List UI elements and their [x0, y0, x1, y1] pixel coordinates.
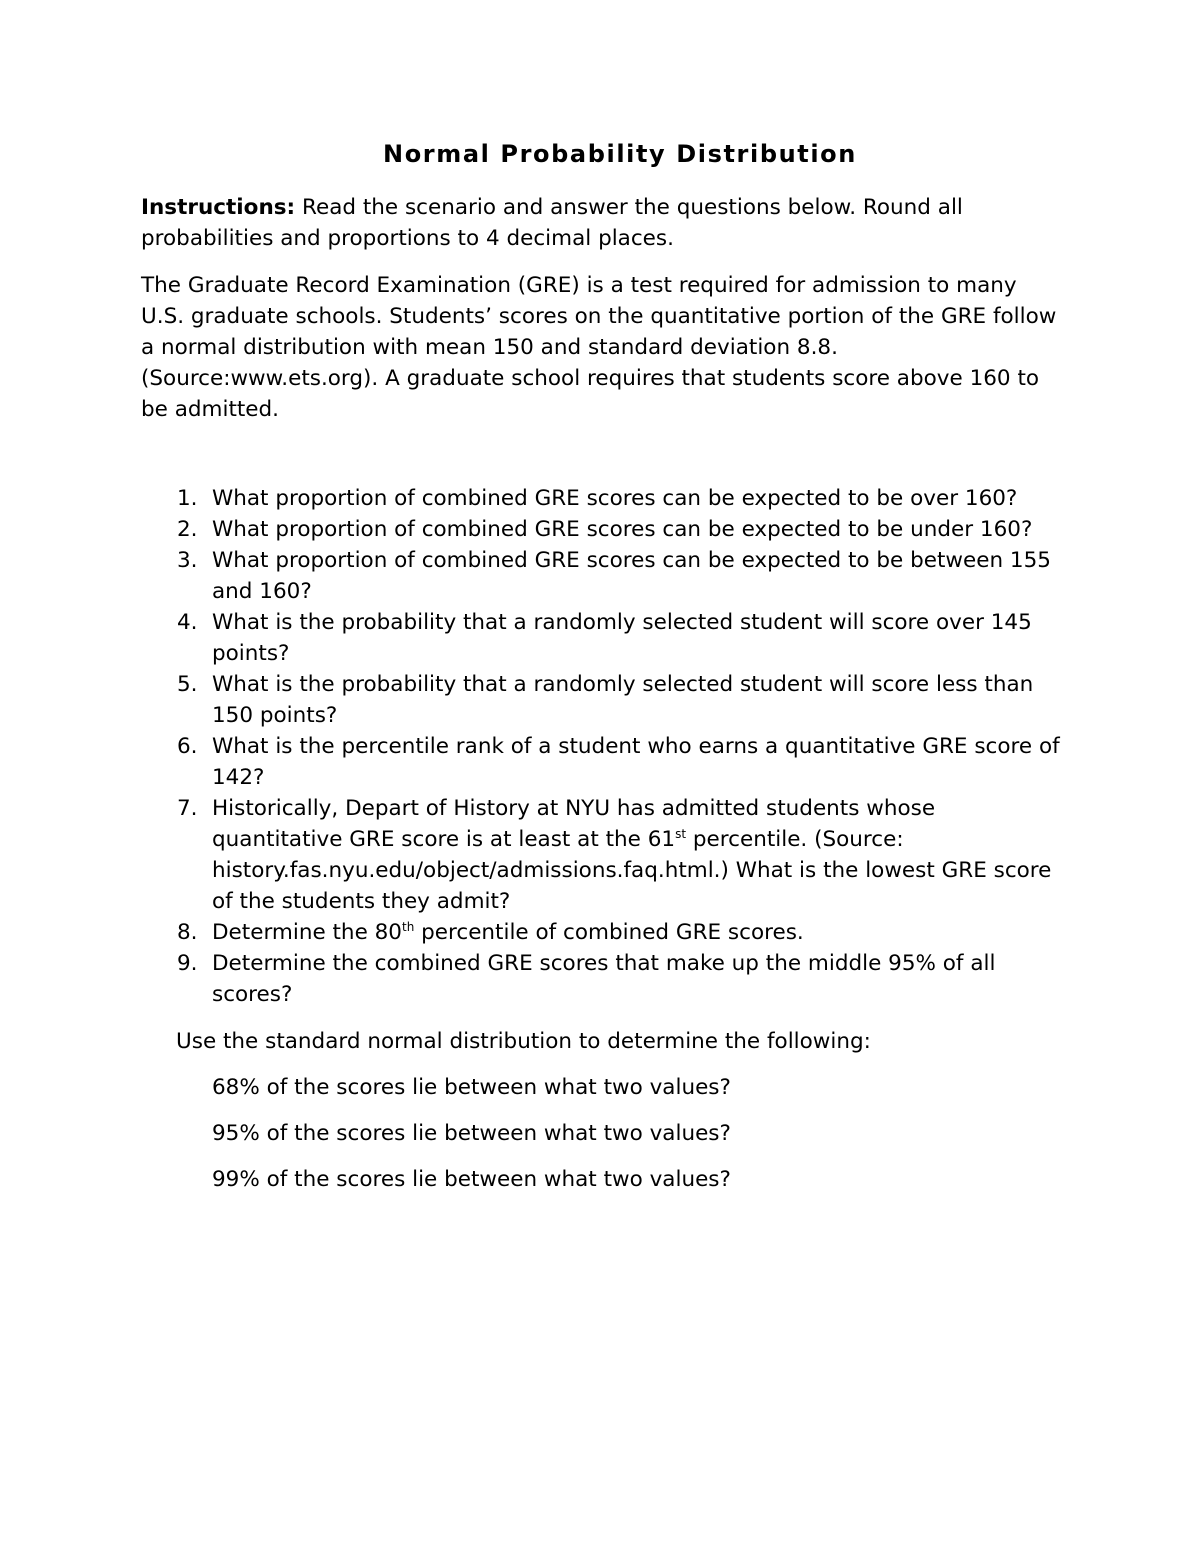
question-number: 4. [177, 610, 198, 635]
question-item [141, 545, 1061, 607]
question-item [141, 514, 1061, 545]
question-item [141, 917, 1061, 948]
question-item [141, 948, 1061, 1010]
standard-normal-instruction: Use the standard normal distribution to determine the following: [176, 1029, 871, 1054]
question-number: 5. [177, 672, 198, 697]
question-number: 7. [177, 796, 198, 821]
instructions-text: Read the scenario and answer the questions below. Round all probabilities and proportions to 4 decimal places. [141, 195, 963, 251]
question-text: What proportion of combined GRE scores can be expected to be under 160? [212, 517, 1033, 542]
question-text-part-b: percentile. (Source: history.fas.nyu.edu/object/admissions.faq.html.) What is the lowest GRE score of the students they admit? [212, 827, 1052, 914]
question-text: Determine the combined GRE scores that make up the middle 95% of all scores? [212, 951, 996, 1007]
question-number: 6. [177, 734, 198, 759]
question-number: 2. [177, 517, 198, 542]
question-item [141, 483, 1061, 514]
question-number: 3. [177, 548, 198, 573]
question-text-part-a: Historically, Depart of History at NYU has admitted students whose quantitative GRE score is at least at the 61 [212, 796, 936, 852]
instructions-paragraph [141, 192, 1061, 254]
question-number: 1. [177, 486, 198, 511]
question-number: 8. [177, 920, 198, 945]
document-page [141, 140, 1061, 1195]
question-text: What is the probability that a randomly selected student will score over 145 points? [212, 610, 1032, 666]
question-text-part-b: percentile of combined GRE scores. [414, 920, 804, 945]
question-item [141, 731, 1061, 793]
sub-question: 99% of the scores lie between what two values? [212, 1167, 731, 1192]
scenario-paragraph: The Graduate Record Examination (GRE) is a test required for admission to many U.S. graduate schools. Students’ scores on the quantitative portion of the GRE follow a normal distribution with mean 150 and standard deviation 8.8. (Source:www.ets.org). A graduate school requires that students score above 160 to be admitted. [141, 273, 1057, 422]
question-text-part-a: Determine the 80 [212, 920, 402, 945]
question-text: What is the probability that a randomly selected student will score less than 150 points? [212, 672, 1034, 728]
question-item [141, 669, 1061, 731]
question-item [141, 607, 1061, 669]
ordinal-suffix: th [401, 920, 415, 934]
question-text: What proportion of combined GRE scores can be expected to be between 155 and 160? [212, 548, 1051, 604]
question-text: What is the percentile rank of a student who earns a quantitative GRE score of 142? [212, 734, 1060, 790]
question-text: What proportion of combined GRE scores can be expected to be over 160? [212, 486, 1018, 511]
instructions-label: Instructions: [141, 195, 296, 220]
question-list [141, 483, 1061, 1010]
question-item [141, 793, 1061, 917]
ordinal-suffix: st [675, 827, 687, 841]
sub-question: 95% of the scores lie between what two values? [212, 1121, 731, 1146]
page-title: Normal Probability Distribution [383, 140, 857, 168]
sub-question: 68% of the scores lie between what two values? [212, 1075, 731, 1100]
question-number: 9. [177, 951, 198, 976]
